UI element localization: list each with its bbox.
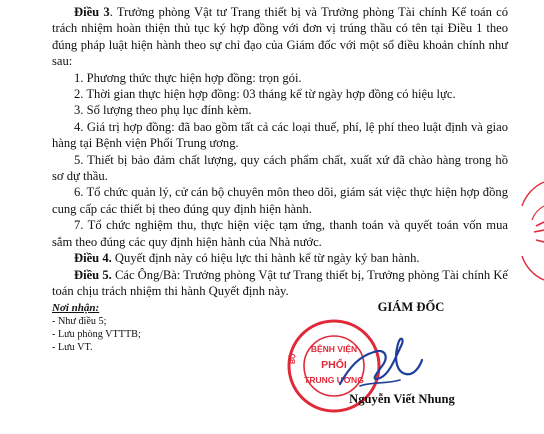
signature-mark <box>330 326 426 398</box>
article-5-heading: Điều 5. <box>74 267 112 282</box>
signature-underline <box>360 380 400 386</box>
recipient-item: - Như điều 5; <box>52 316 107 327</box>
article-5-text: Các Ông/Bà: Trưởng phòng Vật tư Trang thiết bị, Trưởng phòng Tài chính Kế toán chịu trách nhiệm thi hành Quyết định này. <box>52 267 509 298</box>
article-4-heading: Điều 4. <box>74 251 112 266</box>
seal-line-3: TRUNG ƯƠNG <box>304 375 364 385</box>
edge-seal-arc-bottom <box>522 256 544 280</box>
signer-title: GIÁM ĐỐC <box>377 300 445 314</box>
article-4 <box>52 250 508 266</box>
article-5 <box>52 267 508 300</box>
article-3-text: . Trưởng phòng Vật tư Trang thiết bị và Trưởng phòng Tài chính Kế toán có trách nhiệm hoàn thiện thủ tục ký hợp đồng với đơn vị trúng thầu có tên tại Điều 1 theo đúng pháp luật hiện hành theo sự chỉ đạo của Giám đốc với một số điều khoản chính như sau: <box>52 5 509 69</box>
edge-seal-arc-top <box>522 182 544 206</box>
seal-line-2: PHỔI <box>321 359 347 371</box>
signature-stroke <box>340 339 422 384</box>
recipient-item: - Lưu phòng VTTTB; <box>52 329 141 340</box>
article-3 <box>52 4 508 70</box>
recipients-block <box>52 302 232 354</box>
article-3-item-3: 3. Số lượng theo phụ lục đính kèm. <box>74 103 252 118</box>
article-3-item-4: 4. Giá trị hợp đồng: đã bao gồm tất cả các loại thuế, phí, lệ phí theo luật định và giao hàng tại Bệnh viện Phổi Trung ương. <box>52 119 508 151</box>
seal-rim-text: BỘ <box>290 353 297 364</box>
articles-body <box>52 4 508 299</box>
edge-seal-marks <box>534 222 544 242</box>
article-3-heading: Điều 3 <box>74 5 110 19</box>
article-4-text: Quyết định này có hiệu lực thi hành kể từ ngày ký ban hành. <box>111 251 420 266</box>
recipient-item: - Lưu VT. <box>52 342 93 353</box>
article-3-item-7: 7. Tổ chức nghiệm thu, thực hiện việc tạm ứng, thanh toán và quyết toán vốn mua sắm theo đúng các quy định hiện hành của Nhà nước. <box>52 218 508 249</box>
seal-line-1: BỆNH VIỆN <box>310 344 358 354</box>
article-3-item-2: 2. Thời gian thực hiện hợp đồng: 03 tháng kể từ ngày hợp đồng có hiệu lực. <box>74 87 456 102</box>
article-3-item-1: 1. Phương thức thực hiện hợp đồng: trọn gói. <box>74 70 302 85</box>
recipients-heading: Nơi nhận: <box>52 302 100 314</box>
article-3-item-5: 5. Thiết bị bảo đảm chất lượng, quy cách phẩm chất, xuất xứ đã chào hàng trong hồ sơ dự thầu. <box>52 152 508 184</box>
edge-seal-arc-inner <box>532 206 544 220</box>
article-3-item-6: 6. Tổ chức quản lý, cử cán bộ chuyên môn theo dõi, giám sát việc thực hiện hợp đồng cung cấp các thiết bị theo đúng quy định hiện hành. <box>52 185 508 216</box>
edge-seal-fragment <box>512 176 544 286</box>
signer-name: Nguyễn Viết Nhung <box>349 392 455 406</box>
